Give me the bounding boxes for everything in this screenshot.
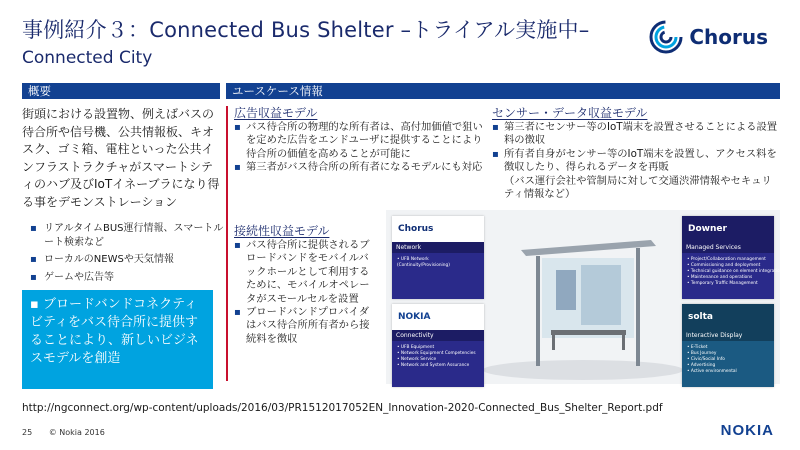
overview-header: 概要 — [22, 83, 220, 99]
list-item: ▪ ゲームや広告等 — [30, 271, 225, 285]
conn-model-list — [234, 239, 374, 346]
source-link[interactable]: http://ngconnect.org/wp-content/uploads/2016/03/PR1512017052EN_Innovation-2020-Connected_Bus_Shelter_Report.pdf — [22, 402, 663, 414]
list-item: ▪ バス待合所に提供されるブロードバンドをモバイルバックホールとして利用するために、モバイルオペレータがスモールセルを設置 — [234, 239, 374, 306]
sensor-model-title: センサー・データ収益モデル — [492, 106, 648, 120]
list-item: ▪ バス待合所の物理的な所有者は、高付加価値で狙いを定めた広告をエンドユーザに提供することにより待合所の価値を高めることが可能に — [234, 121, 486, 161]
list-item: ▪ ローカルのNEWSや天気情報 — [30, 253, 225, 267]
card-brand: Chorus — [398, 224, 434, 234]
card-line: • Civic/Social Info — [687, 357, 725, 362]
card-line: • Bus Journey — [687, 351, 717, 356]
card-line: • Technical guidance on element integration — [687, 269, 783, 274]
nokia-card — [392, 304, 484, 387]
card-line: • Network Equipment Competencies — [397, 351, 476, 356]
page-subtitle: Connected City — [22, 48, 153, 68]
card-line: • Commissioning and deployment — [687, 263, 761, 268]
card-line: • Network and System Assurance — [397, 363, 470, 368]
card-body — [682, 253, 783, 299]
chorus-logo — [649, 20, 768, 54]
card-line: • E-Ticket — [687, 345, 708, 350]
page-title: 事例紹介３：Connected Bus Shelter –トライアル実施中– — [22, 18, 590, 42]
conn-model-title: 接続性収益モデル — [234, 224, 330, 238]
card-role: Interactive Display — [682, 330, 774, 341]
list-item: ▪ ブロードバンドプロバイダはバス待合所所有者から接続料を徴収 — [234, 306, 374, 346]
list-item: ▪ 第三者がバス待合所の所有者になるモデルにも対応 — [234, 161, 486, 174]
page-number: 25 — [22, 428, 33, 437]
card-role: Managed Services — [682, 242, 774, 253]
bus-shelter-illustration — [386, 210, 783, 384]
card-body — [682, 341, 774, 387]
broadband-callout: ▪ ブロードバンドコネクティビティをバス待合所に提供することにより、新しいビジネスモデルを創造 — [22, 290, 213, 389]
ad-model-title: 広告収益モデル — [234, 106, 318, 120]
overview-description: 街頭における設置物、例えばバスの待合所や信号機、公共情報板、キオスク、ゴミ箱、電柱といった公共インフラストラクチャがスマートシティのハブ及びIoTイネーブラになり得る事をデモンストレーション — [22, 107, 220, 209]
card-brand: Downer — [682, 216, 774, 242]
card-brand: solta — [682, 304, 774, 330]
chorus-card — [392, 216, 484, 299]
overview-bullets — [30, 222, 225, 288]
nokia-logo: NOKIA — [720, 422, 774, 439]
card-body — [392, 341, 484, 387]
footer — [22, 428, 119, 437]
list-item-note: （バス運行会社や管制局に対して交通渋滞情報やセキュリティ情報など） — [504, 174, 772, 201]
card-line: • Temporary Traffic Management — [687, 281, 758, 286]
list-item: ▪ リアルタイムBUS運行情報、スマートルート検索など — [30, 222, 225, 249]
card-line: • Advertising — [687, 363, 716, 368]
card-brand: NOKIA — [398, 312, 431, 322]
usecase-header: ユースケース情報 — [226, 83, 780, 99]
red-divider — [226, 106, 228, 381]
solta-card — [682, 304, 774, 387]
card-line: (Continuity/Provisioning) — [397, 263, 450, 268]
copyright: © Nokia 2016 — [48, 428, 105, 437]
card-line: • Project/Collaboration management — [687, 257, 766, 262]
chorus-logo-icon — [649, 20, 683, 54]
card-line: • UFB Equipment — [397, 345, 435, 350]
sensor-model-list — [492, 121, 780, 201]
card-line: • Active environmental — [687, 369, 737, 374]
card-role: Network — [392, 242, 484, 253]
card-body — [392, 253, 484, 299]
ad-model-list — [234, 121, 486, 175]
card-role: Connectivity — [392, 330, 484, 341]
chorus-logo-text: Chorus — [689, 25, 768, 49]
card-line: • Network Service — [397, 357, 437, 362]
card-line: • Maintenance and operations — [687, 275, 753, 280]
list-item: ▪ 第三者にセンサー等のIoT端末を設置させることによる設置料の徴収 — [492, 121, 780, 148]
card-line: • UFB Network — [397, 257, 429, 262]
downer-card — [682, 216, 783, 299]
list-item: ▪ 所有者自身がセンサー等のIoT端末を設置し、アクセス料を徴収したり、得られるデータを再販 — [492, 148, 780, 175]
